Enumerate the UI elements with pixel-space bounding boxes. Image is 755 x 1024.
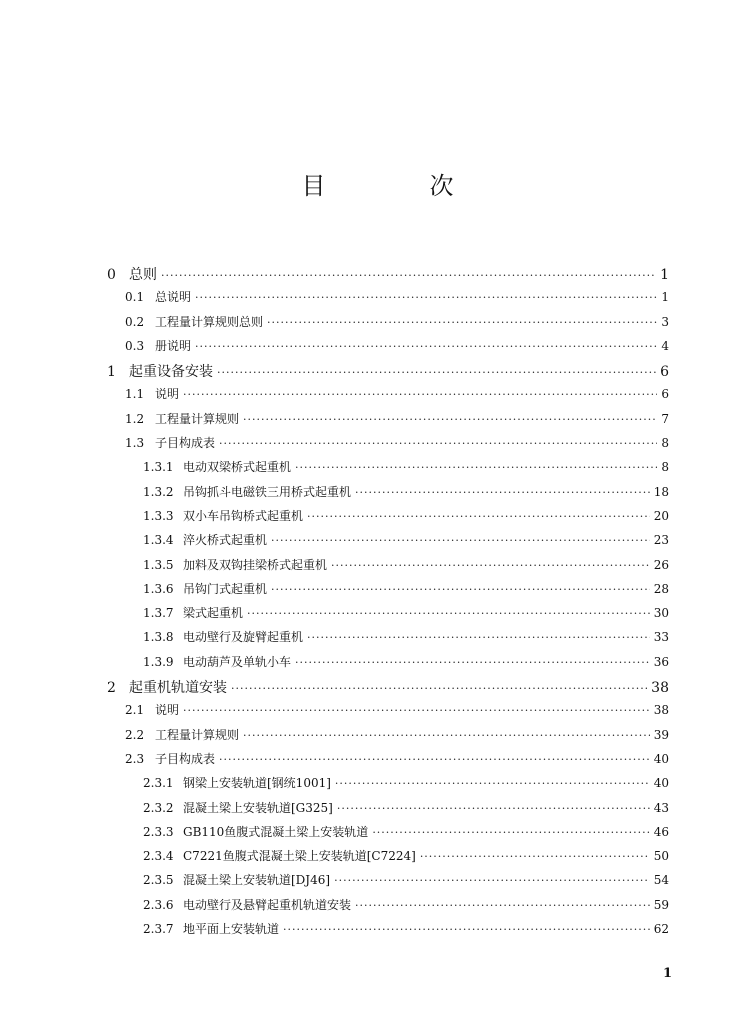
toc-entry-page: 36 (653, 654, 669, 669)
toc-entry-page: 39 (653, 727, 669, 742)
toc-entry[interactable] (107, 920, 669, 944)
toc-leader-dots (217, 366, 656, 379)
toc-leader-dots (335, 777, 650, 790)
toc-entry-number: 1.3.3 (143, 508, 174, 523)
toc-entry-page: 38 (653, 703, 669, 718)
toc-entry-page: 6 (661, 387, 669, 402)
toc-entry-number: 2.3.7 (143, 922, 174, 937)
toc-entry-title: 梁式起重机 (183, 606, 244, 621)
toc-entry-title: 淬火桥式起重机 (183, 533, 268, 548)
toc-entry-title: 吊钩抓斗电磁铁三用桥式起重机 (183, 484, 352, 499)
toc-entry-page: 62 (653, 922, 669, 937)
toc-entry-number: 2.3.2 (143, 800, 174, 815)
toc-entry[interactable] (107, 385, 669, 409)
toc-entry-number: 1.3.9 (143, 654, 174, 669)
toc-entry-number: 0 (107, 267, 116, 283)
toc-entry[interactable] (107, 580, 669, 604)
toc-entry-title: 双小车吊钩桥式起重机 (183, 508, 304, 523)
toc-leader-dots (195, 340, 657, 353)
toc-entry-number: 2.1 (125, 703, 145, 718)
toc-entry-title: 电动葫芦及单轨小车 (183, 654, 292, 669)
toc-entry-title: 电动双梁桥式起重机 (183, 460, 292, 475)
toc-entry-number: 2.3.3 (143, 824, 174, 839)
toc-entry-title: 册说明 (155, 338, 192, 353)
toc-entry-title: 总则 (129, 267, 157, 283)
toc-leader-dots (295, 461, 657, 474)
toc-entry-title: 起重机轨道安装 (129, 680, 227, 697)
toc-entry-number: 1.3.4 (143, 533, 174, 548)
toc-entry[interactable] (107, 337, 669, 361)
toc-entry-number: 1.3 (125, 436, 145, 451)
toc-leader-dots (283, 923, 650, 936)
table-of-contents (107, 264, 669, 944)
toc-leader-dots (183, 704, 650, 717)
toc-entry-title: C7221鱼腹式混凝土梁上安装轨道[C7224] (183, 849, 416, 864)
toc-entry-page: 50 (653, 849, 669, 864)
toc-leader-dots (355, 486, 650, 499)
toc-entry-title: 起重设备安装 (129, 364, 213, 381)
toc-entry-number: 2.2 (125, 727, 145, 742)
toc-entry-page: 30 (653, 606, 669, 621)
toc-entry-page: 40 (653, 776, 669, 791)
toc-entry-number: 1.1 (125, 387, 145, 402)
toc-entry-title: 吊钩门式起重机 (183, 581, 268, 596)
toc-entry-title: 子目构成表 (155, 436, 216, 451)
toc-entry-page: 6 (660, 364, 669, 381)
toc-entry-page: 38 (651, 680, 669, 697)
toc-entry[interactable] (107, 653, 669, 677)
toc-leader-dots (243, 729, 650, 742)
toc-entry-page: 8 (661, 460, 669, 475)
toc-entry[interactable] (107, 458, 669, 482)
toc-entry-page: 1 (660, 267, 669, 283)
toc-entry[interactable] (107, 677, 669, 701)
toc-entry-number: 2.3.6 (143, 897, 174, 912)
toc-entry-page: 4 (661, 338, 669, 353)
toc-entry-title: 钢梁上安装轨道[钢统1001] (183, 776, 331, 791)
toc-entry[interactable] (107, 556, 669, 580)
toc-entry-number: 0.2 (125, 314, 145, 329)
toc-entry-page: 8 (661, 436, 669, 451)
toc-entry-number: 1 (107, 364, 116, 381)
toc-leader-dots (420, 850, 650, 863)
toc-entry[interactable] (107, 604, 669, 628)
toc-entry[interactable] (107, 701, 669, 725)
toc-entry-number: 2 (107, 680, 116, 697)
toc-entry-number: 1.3.6 (143, 581, 174, 596)
toc-entry[interactable] (107, 507, 669, 531)
toc-leader-dots (307, 510, 650, 523)
toc-leader-dots (219, 437, 657, 450)
toc-entry-title: GB110鱼腹式混凝土梁上安装轨道 (183, 824, 369, 839)
toc-leader-dots (331, 559, 650, 572)
toc-entry[interactable] (107, 750, 669, 774)
toc-entry-title: 电动壁行及旋臂起重机 (183, 630, 304, 645)
toc-entry[interactable] (107, 847, 669, 871)
toc-leader-dots (337, 802, 650, 815)
toc-entry-page: 54 (653, 873, 669, 888)
toc-entry-number: 0.3 (125, 338, 145, 353)
toc-leader-dots (183, 388, 657, 401)
toc-entry[interactable] (107, 871, 669, 895)
toc-entry-number: 2.3 (125, 751, 145, 766)
toc-entry-number: 1.3.2 (143, 484, 174, 499)
toc-entry-title: 加料及双钩挂梁桥式起重机 (183, 557, 328, 572)
toc-entry-number: 2.3.5 (143, 873, 174, 888)
toc-entry[interactable] (107, 288, 669, 312)
toc-entry-page: 59 (653, 897, 669, 912)
toc-entry-number: 2.3.1 (143, 776, 174, 791)
toc-entry-page: 26 (653, 557, 669, 572)
toc-entry-page: 46 (653, 824, 669, 839)
toc-leader-dots (219, 753, 650, 766)
toc-entry-title: 说明 (155, 387, 180, 402)
toc-leader-dots (372, 826, 649, 839)
toc-entry-page: 23 (653, 533, 669, 548)
toc-entry-page: 7 (661, 411, 669, 426)
toc-entry-title: 混凝土梁上安装轨道[G325] (183, 800, 333, 815)
toc-entry-title: 工程量计算规则 (155, 411, 240, 426)
toc-leader-dots (295, 656, 650, 669)
toc-entry-number: 1.3.5 (143, 557, 174, 572)
toc-entry-number: 1.3.7 (143, 606, 174, 621)
toc-entry-page: 43 (653, 800, 669, 815)
toc-entry-page: 1 (661, 290, 669, 305)
toc-entry[interactable] (107, 823, 669, 847)
toc-entry-page: 3 (661, 314, 669, 329)
toc-entry-page: 33 (653, 630, 669, 645)
toc-leader-dots (334, 874, 650, 887)
toc-leader-dots (195, 291, 657, 304)
toc-entry-page: 20 (653, 508, 669, 523)
toc-leader-dots (355, 899, 650, 912)
page-number: 1 (663, 966, 673, 981)
toc-entry-page: 40 (653, 751, 669, 766)
toc-leader-dots (247, 607, 650, 620)
toc-leader-dots (271, 534, 650, 547)
page-title: 目 次 (301, 172, 494, 200)
toc-entry-page: 28 (653, 581, 669, 596)
toc-entry[interactable] (107, 799, 669, 823)
toc-entry-number: 1.2 (125, 411, 145, 426)
toc-leader-dots (161, 269, 656, 282)
toc-entry[interactable] (107, 628, 669, 652)
toc-leader-dots (267, 316, 657, 329)
toc-entry-title: 工程量计算规则总则 (155, 314, 264, 329)
toc-entry-title: 总说明 (155, 290, 192, 305)
toc-entry[interactable] (107, 313, 669, 337)
toc-entry[interactable] (107, 531, 669, 555)
toc-entry-title: 子目构成表 (155, 751, 216, 766)
toc-entry[interactable] (107, 264, 669, 288)
toc-leader-dots (271, 583, 650, 596)
toc-entry[interactable] (107, 896, 669, 920)
toc-entry-number: 2.3.4 (143, 849, 174, 864)
toc-entry[interactable] (107, 410, 669, 434)
toc-entry[interactable] (107, 483, 669, 507)
toc-entry[interactable] (107, 774, 669, 798)
toc-entry-title: 说明 (155, 703, 180, 718)
toc-entry-page: 18 (653, 484, 669, 499)
toc-entry-title: 混凝土梁上安装轨道[DJ46] (183, 873, 331, 888)
toc-leader-dots (307, 631, 650, 644)
toc-entry-number: 0.1 (125, 290, 145, 305)
toc-entry[interactable] (107, 726, 669, 750)
toc-entry[interactable] (107, 434, 669, 458)
toc-leader-dots (231, 682, 647, 695)
toc-entry-title: 地平面上安装轨道 (183, 922, 280, 937)
toc-entry[interactable] (107, 361, 669, 385)
toc-leader-dots (243, 413, 657, 426)
toc-entry-number: 1.3.1 (143, 460, 174, 475)
toc-entry-number: 1.3.8 (143, 630, 174, 645)
toc-entry-title: 电动壁行及悬臂起重机轨道安装 (183, 897, 352, 912)
toc-entry-title: 工程量计算规则 (155, 727, 240, 742)
